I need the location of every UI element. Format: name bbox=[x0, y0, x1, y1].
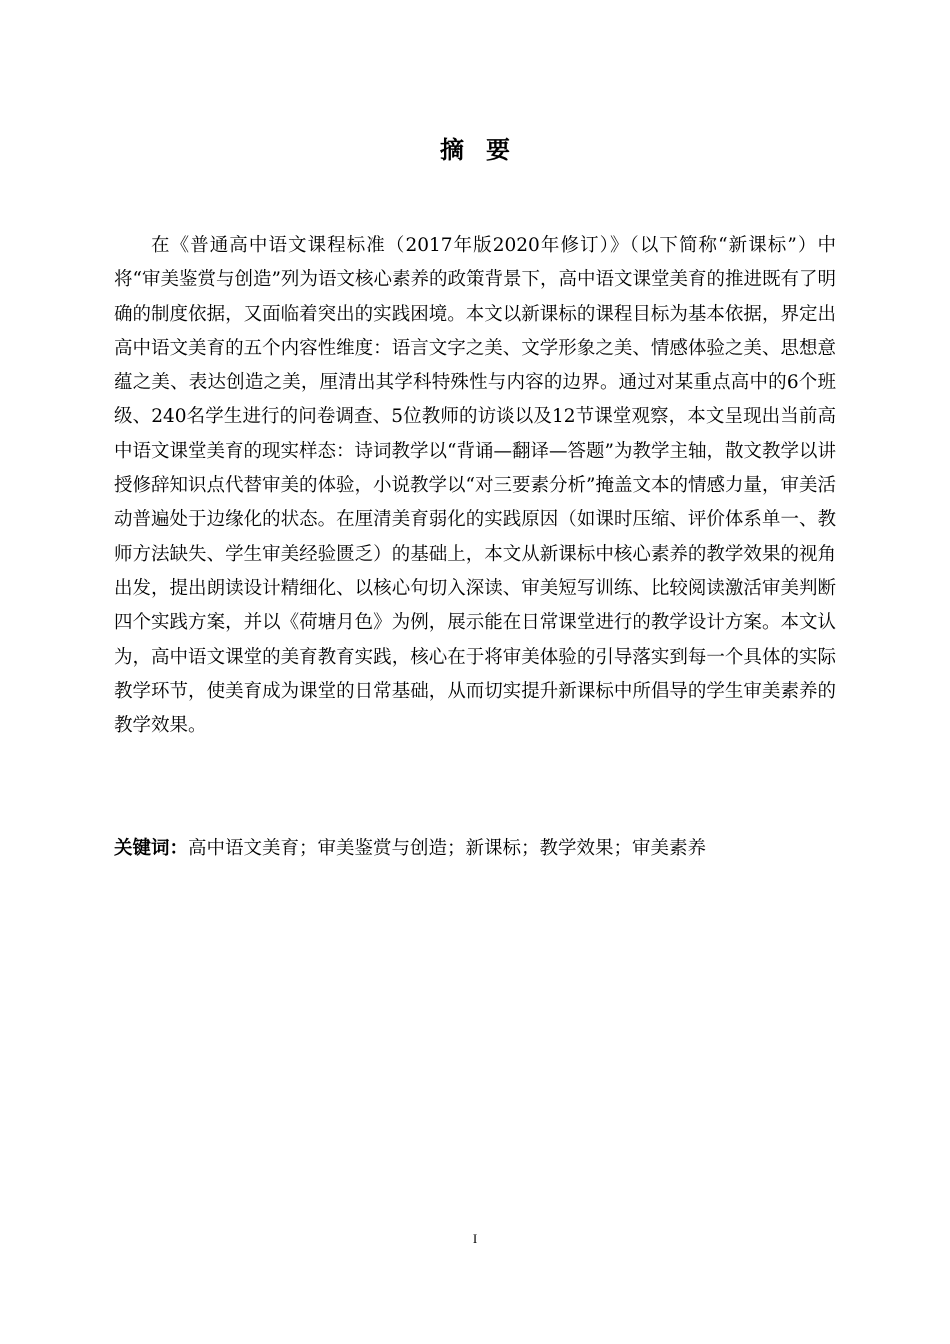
abstract-body: 在《普通高中语文课程标准（2017年版2020年修订）》（以下简称“新课标”）中将“审美鉴赏与创造”列为语文核心素养的政策背景下，高中语文课堂美育的推进既有了明确的制度依据，又面临着突出的实践困境。本文以新课标的课程目标为基本依据，界定出高中语文美育的五个内容性维度：语言文字之美、文学形象之美、情感体验之美、思想意蕴之美、表达创造之美，厘清出其学科特殊性与内容的边界。通过对某重点高中的6个班级、240名学生进行的问卷调查、5位教师的访谈以及12节课堂观察，本文呈现出当前高中语文课堂美育的现实样态：诗词教学以“背诵—翻译—答题”为教学主轴，散文教学以讲授修辞知识点代替审美的体验，小说教学以“对三要素分析”掩盖文本的情感力量，审美活动普遍处于边缘化的状态。在厘清美育弱化的实践原因（如课时压缩、评价体系单一、教师方法缺失、学生审美经验匮乏）的基础上，本文从新课标中核心素养的教学效果的视角出发，提出朗读设计精细化、以核心句切入深读、审美短写训练、比较阅读激活审美判断四个实践方案，并以《荷塘月色》为例，展示能在日常课堂进行的教学设计方案。本文认为，高中语文课堂的美育教育实践，核心在于将审美体验的引导落实到每一个具体的实际教学环节，使美育成为课堂的日常基础，从而切实提升新课标中所倡导的学生审美素养的教学效果。 bbox=[114, 235, 836, 737]
page-number: I bbox=[472, 1231, 478, 1246]
keywords-label: 关键词： bbox=[114, 838, 189, 859]
abstract-title: 摘要 bbox=[440, 136, 532, 164]
keywords-line bbox=[114, 832, 836, 866]
keywords-text: 高中语文美育；审美鉴赏与创造；新课标；教学效果；审美素养 bbox=[188, 838, 707, 859]
